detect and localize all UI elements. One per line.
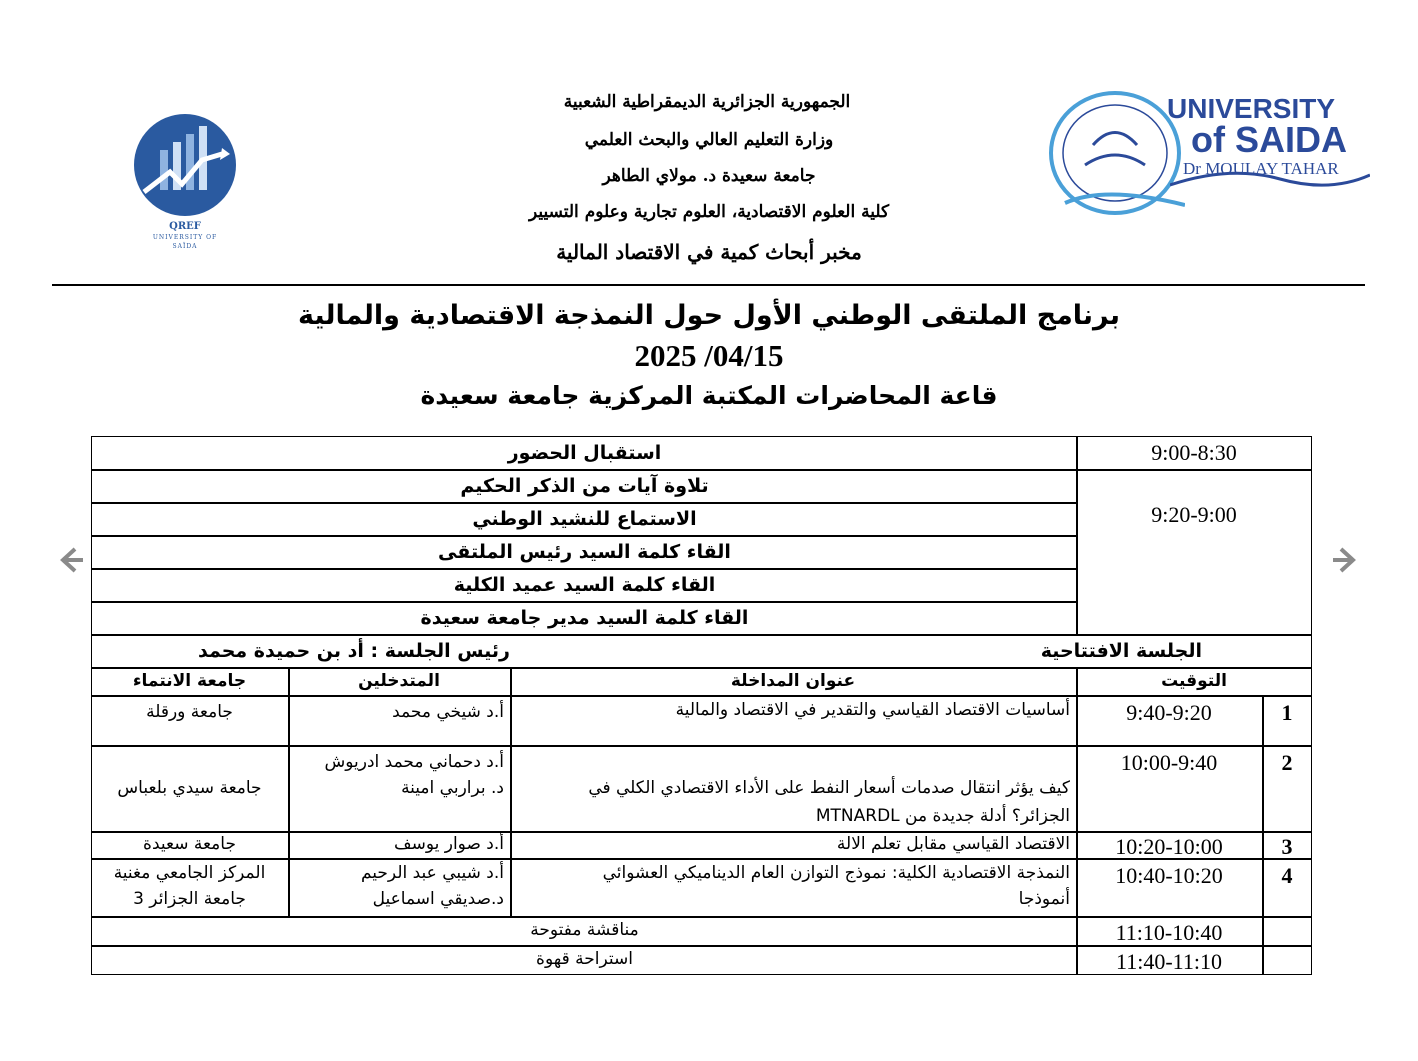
header-republic: الجمهورية الجزائرية الديمقراطية الشعبية [563,92,851,112]
ceremony-item: الاستماع للنشيد الوطني [472,508,697,530]
ceremony-item: القاء كلمة السيد مدير جامعة سعيدة [420,607,749,629]
row-speaker: د. براربي امينة [401,778,504,798]
reception-label: استقبال الحضور [507,442,662,464]
arrow-right-icon[interactable] [1326,540,1366,580]
logo-university-text: UNIVERSITY [1167,93,1336,124]
logo-moulay-tahar-text: Dr MOULAY TAHAR [1183,159,1339,178]
row-number: 4 [1281,863,1293,888]
row-number: 2 [1281,750,1293,775]
ceremony-item: تلاوة آيات من الذكر الحكيم [460,475,709,497]
col-header-time: التوقيت [1161,671,1227,691]
row-speaker: أ.د دحماني محمد ادريوش [324,752,504,772]
row-speaker: أ.د شيخي محمد [392,702,504,722]
row-title: الاقتصاد القياسي مقابل تعلم الالة [836,834,1070,854]
discussion-label: مناقشة مفتوحة [530,920,639,940]
session-chair: رئيس الجلسة : أد بن حميدة محمد [198,640,510,662]
header-ministry: وزارة التعليم العالي والبحث العلمي [584,130,834,150]
program-title: برنامج الملتقى الوطني الأول حول النمذجة الاقتصادية والمالية [297,300,1120,331]
row-title-line: كيف يؤثر انتقال صدمات أسعار النفط على الأداء الاقتصادي الكلي في [588,778,1070,798]
col-header-affiliation: جامعة الانتماء [132,671,247,691]
break-label: استراحة قهوة [536,949,633,969]
program-date: 2025 /04/15 [634,338,784,373]
row-number: 1 [1281,700,1293,725]
ceremony-time-cell [1076,469,1312,636]
ceremony-item: القاء كلمة السيد عميد الكلية [453,574,716,596]
session-name: الجلسة الافتتاحية [1040,640,1202,662]
row-time: 9:40-9:20 [1126,700,1212,725]
row-speaker: د.صديقي اسماعيل [372,889,504,909]
row-title: أساسيات الاقتصاد القياسي والتقدير في الاقتصاد والمالية [675,700,1070,720]
row-title-line: الجزائر؟ أدلة جديدة من MTNARDL [815,806,1070,826]
row-affiliation: جامعة سعيدة [143,834,236,854]
row-affiliation: جامعة الجزائر 3 [133,889,246,909]
logo-saida-text: of SAIDA [1191,119,1347,160]
col-header-speakers: المتدخلين [358,671,440,691]
qref-acronym: QREF [169,221,201,232]
header-faculty: كلية العلوم الاقتصادية، العلوم تجارية وعلوم التسيير [528,202,890,222]
row-affiliation: جامعة سيدي بلعباس [117,778,262,798]
row-title-line: أنموذجا [1018,889,1070,909]
row-time: 10:20-10:00 [1115,834,1223,859]
row-affiliation: جامعة ورقلة [146,702,233,722]
break-time: 11:40-11:10 [1116,949,1222,974]
discussion-time: 11:10-10:40 [1115,920,1223,945]
row-time: 10:00-9:40 [1120,750,1218,775]
qref-caption-2: SAÏDA [172,243,198,250]
reception-time: 9:00-8:30 [1151,440,1237,465]
header-divider [52,284,1365,286]
arrow-left-icon[interactable] [50,540,90,580]
row-number: 3 [1281,834,1293,859]
row-speaker: أ.د شيبي عبد الرحيم [360,863,504,883]
ceremony-item: القاء كلمة السيد رئيس الملتقى [438,541,731,563]
program-venue: قاعة المحاضرات المكتبة المركزية جامعة سعيدة [420,381,998,410]
row-affiliation: المركز الجامعي مغنية [113,863,266,883]
row-time: 10:40-10:20 [1115,863,1223,888]
col-header-title: عنوان المداخلة [730,671,856,691]
ceremony-time: 9:20-9:00 [1151,502,1237,527]
qref-caption-1: UNIVERSITY OF [152,234,218,241]
header-laboratory: مخبر أبحاث كمية في الاقتصاد المالية [556,240,862,264]
row-title-line: النمذجة الاقتصادية الكلية: نموذج التوازن العام الديناميكي العشوائي [602,863,1070,883]
row-speaker: أ.د صوار يوسف [393,834,504,854]
header-university: جامعة سعيدة د. مولاي الطاهر [602,166,816,186]
